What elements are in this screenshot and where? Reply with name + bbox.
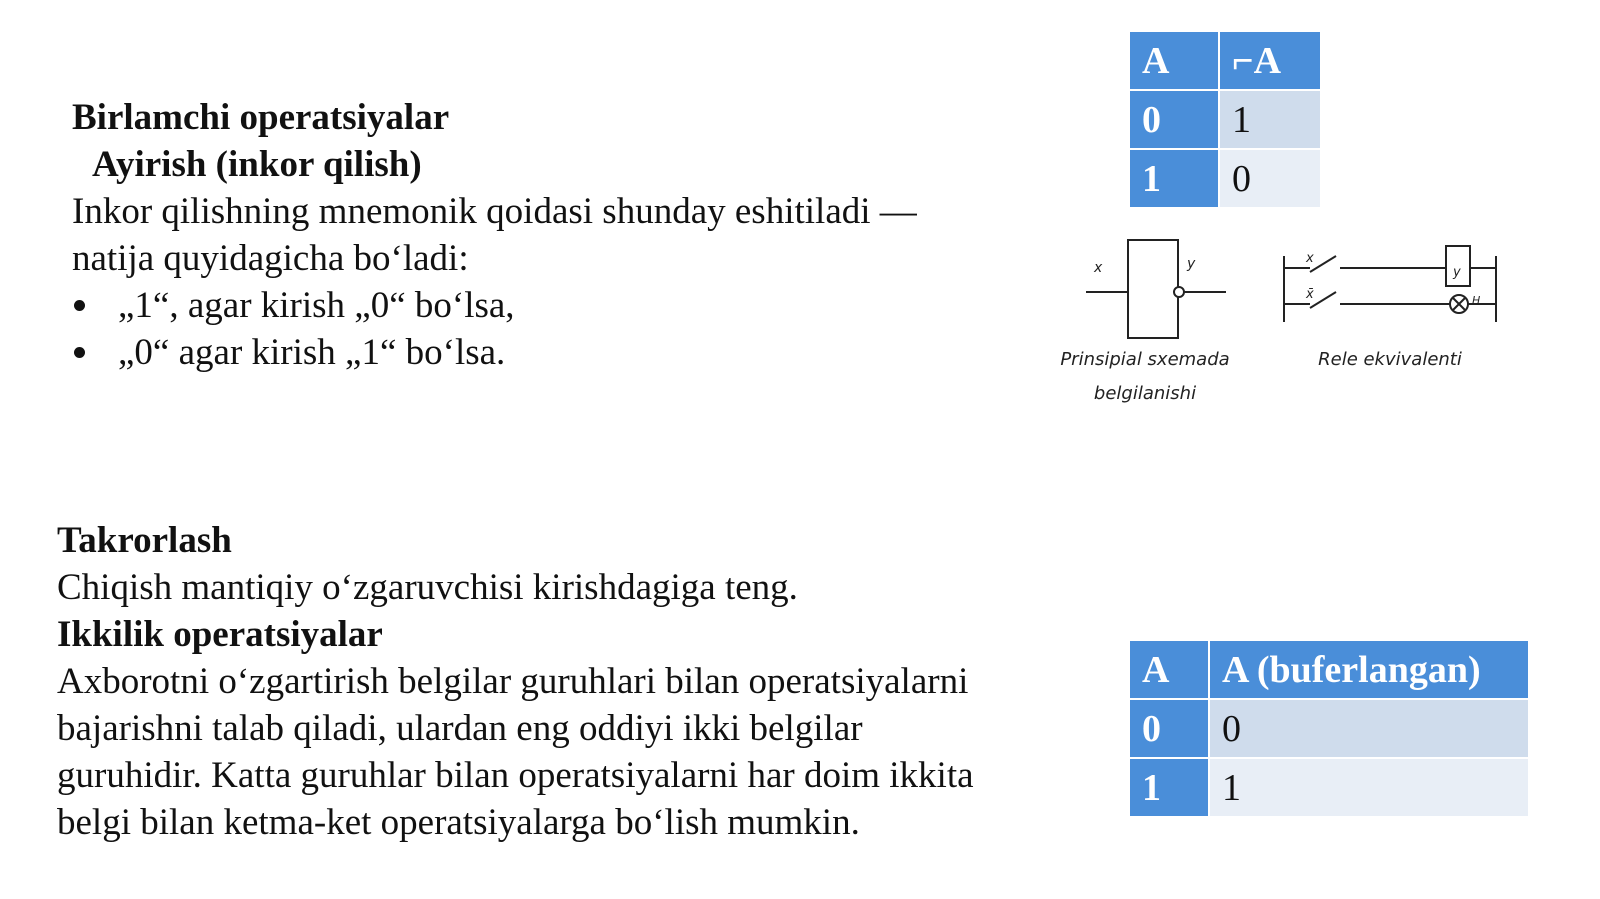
relay-diagram — [1280, 236, 1520, 336]
intro-line-1: Inkor qilishning mnemonik qoidasi shunday eshitiladi — — [72, 191, 917, 232]
repetition-text: Chiqish mantiqiy o‘zgaruvchisi kirishdagiga teng. — [57, 567, 798, 608]
gate-input-label: x — [1094, 260, 1103, 276]
relay-xbar-label: x̄ — [1306, 287, 1314, 302]
gate-output-label: y — [1187, 256, 1196, 272]
bullet-icon — [74, 347, 85, 358]
binary-operations-line-4: belgi bilan ketma-ket operatsiyalarga bo‘lish mumkin. — [57, 802, 860, 843]
list-item: „0“ agar kirish „1“ bo‘lsa. — [72, 329, 917, 376]
relay-contact-x — [1310, 256, 1336, 272]
table-cell: 1 — [1209, 758, 1529, 817]
gate-body — [1128, 240, 1178, 338]
table-cell: 0 — [1219, 149, 1321, 208]
table-cell: 1 — [1129, 149, 1219, 208]
relay-y-label: y — [1453, 265, 1461, 280]
inversion-bubble — [1174, 287, 1184, 297]
table-row — [1129, 699, 1529, 758]
binary-operations-line-1: Axborotni o‘zgartirish belgilar guruhlari bilan operatsiyalarni — [57, 661, 969, 702]
buffer-truth-table — [1128, 639, 1530, 818]
repetition-heading: Takrorlash — [57, 520, 232, 561]
table-row — [1129, 758, 1529, 817]
table-cell: 1 — [1219, 90, 1321, 149]
binary-operations-heading: Ikkilik operatsiyalar — [57, 614, 383, 655]
bullet-icon — [74, 300, 85, 311]
relay-x-label: x — [1306, 251, 1314, 266]
gate-caption: Prinsipial sxemada belgilanishi — [1060, 349, 1230, 404]
negation-subheading: Ayirish (inkor qilish) — [92, 144, 422, 185]
list-item: „1“, agar kirish „0“ bo‘lsa, — [72, 282, 917, 329]
not-gate-diagram — [1080, 232, 1240, 347]
primary-operations-section — [72, 94, 917, 376]
table-cell: 0 — [1209, 699, 1529, 758]
binary-operations-line-2: bajarishni talab qiladi, ulardan eng oddiyi ikki belgilar — [57, 708, 863, 749]
table-cell: 1 — [1129, 758, 1209, 817]
table-row — [1129, 640, 1529, 699]
table-cell: 0 — [1129, 699, 1209, 758]
table-row — [1129, 149, 1321, 208]
primary-operations-heading: Birlamchi operatsiyalar — [72, 97, 450, 138]
relay-contact-xbar — [1310, 292, 1336, 308]
table-cell: 0 — [1129, 90, 1219, 149]
header-cell-buffered: A (buferlangan) — [1209, 640, 1529, 699]
binary-operations-line-3: guruhidir. Katta guruhlar bilan operatsiyalarni har doim ikkita — [57, 755, 974, 796]
relay-caption: Rele ekvivalenti — [1318, 349, 1462, 370]
header-cell-a: A — [1129, 31, 1219, 90]
table-row — [1129, 90, 1321, 149]
relay-h-label: H — [1472, 294, 1481, 307]
negation-rule-list — [72, 282, 917, 376]
header-cell-a: A — [1129, 640, 1209, 699]
table-row — [1129, 31, 1321, 90]
not-truth-table — [1128, 30, 1322, 209]
intro-line-2: natija quyidagicha bo‘ladi: — [72, 238, 469, 279]
header-cell-not-a: ⌐A — [1219, 31, 1321, 90]
repetition-section — [57, 517, 974, 846]
